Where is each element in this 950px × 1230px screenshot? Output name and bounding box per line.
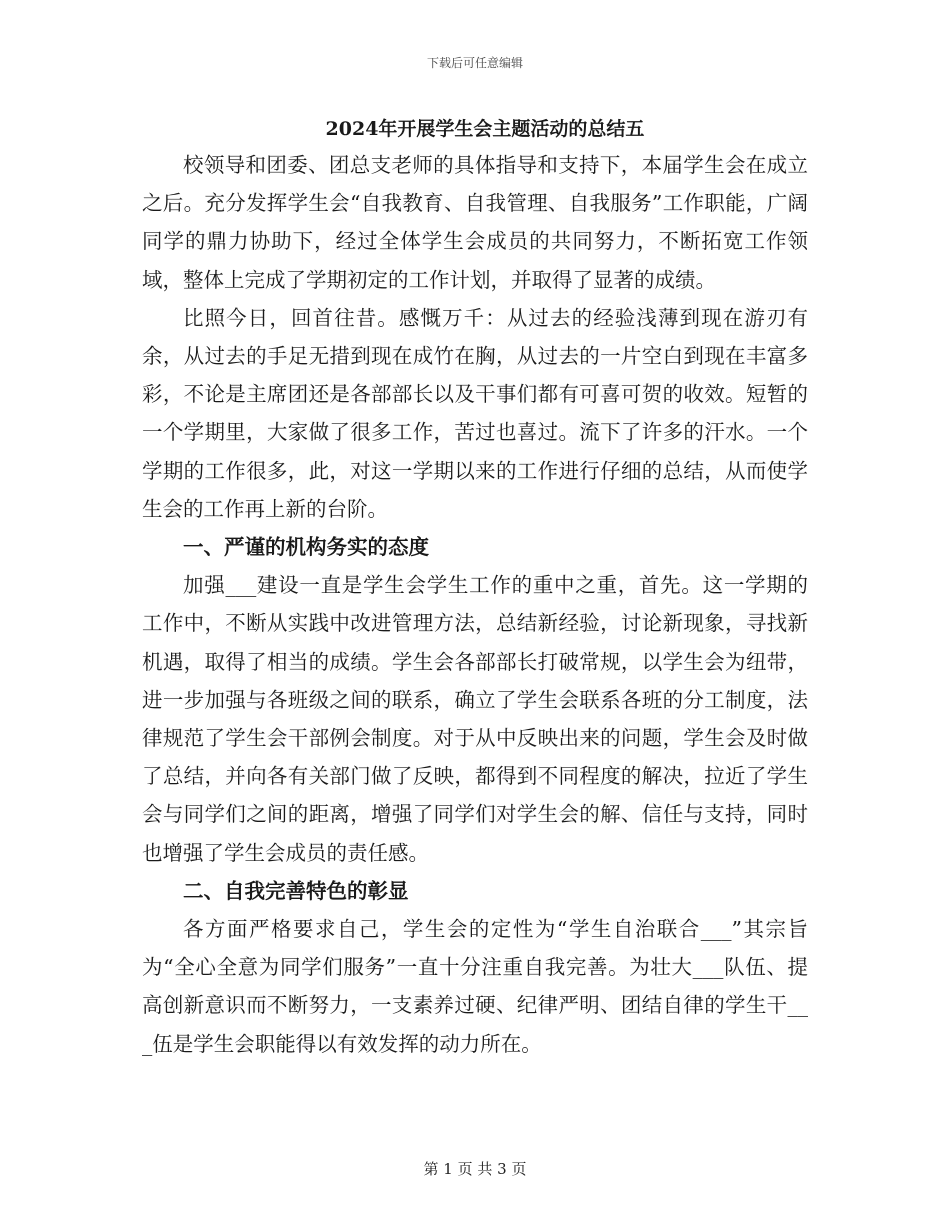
page-header-note: 下载后可任意编辑 (426, 56, 523, 70)
section-heading-1: 一、严谨的机构务实的态度 (183, 535, 429, 560)
section-heading-2: 二、自我完善特色的彰显 (183, 878, 409, 903)
section-paragraph-2: 各方面严格要求自己，学生会的定性为“学生自治联合___”其宗旨为“全心全意为同学们服务”一直十分注重自我完善。为壮大___队伍、提高创新意识而不断努力，一支素养过硬、纪律严明、团结自律的学生干___伍是学生会职能得以有效发挥的动力所在。 (142, 917, 808, 1056)
paragraph-reflection: 比照今日，回首往昔。感慨万千：从过去的经验浅薄到现在游刃有余，从过去的手足无措到现在成竹在胸，从过去的一片空白到现在丰富多彩，不论是主席团还是各部部长以及干事们都有可喜可贺的收效。短暂的一个学期里，大家做了很多工作，苦过也喜过。流下了许多的汗水。一个学期的工作很多，此，对这一学期以来的工作进行仔细的总结，从而使学生会的工作再上新的台阶。 (142, 305, 808, 521)
section-paragraph-1: 加强___建设一直是学生会学生工作的重中之重，首先。这一学期的工作中，不断从实践中改进管理方法，总结新经验，讨论新现象，寻找新机遇，取得了相当的成绩。学生会各部部长打破常规，以学生会为纽带，进一步加强与各班级之间的联系，确立了学生会联系各班的分工制度，法律规范了学生会干部例会制度。对于从中反映出来的问题，学生会及时做了总结，并向各有关部门做了反映，都得到不同程度的解决，拉近了学生会与同学们之间的距离，增强了同学们对学生会的解、信任与支持，同时也增强了学生会成员的责任感。 (142, 573, 808, 865)
document-title: 2024年开展学生会主题活动的总结五 (325, 118, 645, 140)
page-number: 第 1 页 共 3 页 (423, 1160, 527, 1178)
document-body (142, 112, 808, 1063)
paragraph-intro: 校领导和团委、团总支老师的具体指导和支持下，本届学生会在成立之后。充分发挥学生会“自我教育、自我管理、自我服务”工作职能，广阔同学的鼎力协助下，经过全体学生会成员的共同努力，不断拓宽工作领域，整体上完成了学期初定的工作计划，并取得了显著的成绩。 (142, 153, 808, 292)
